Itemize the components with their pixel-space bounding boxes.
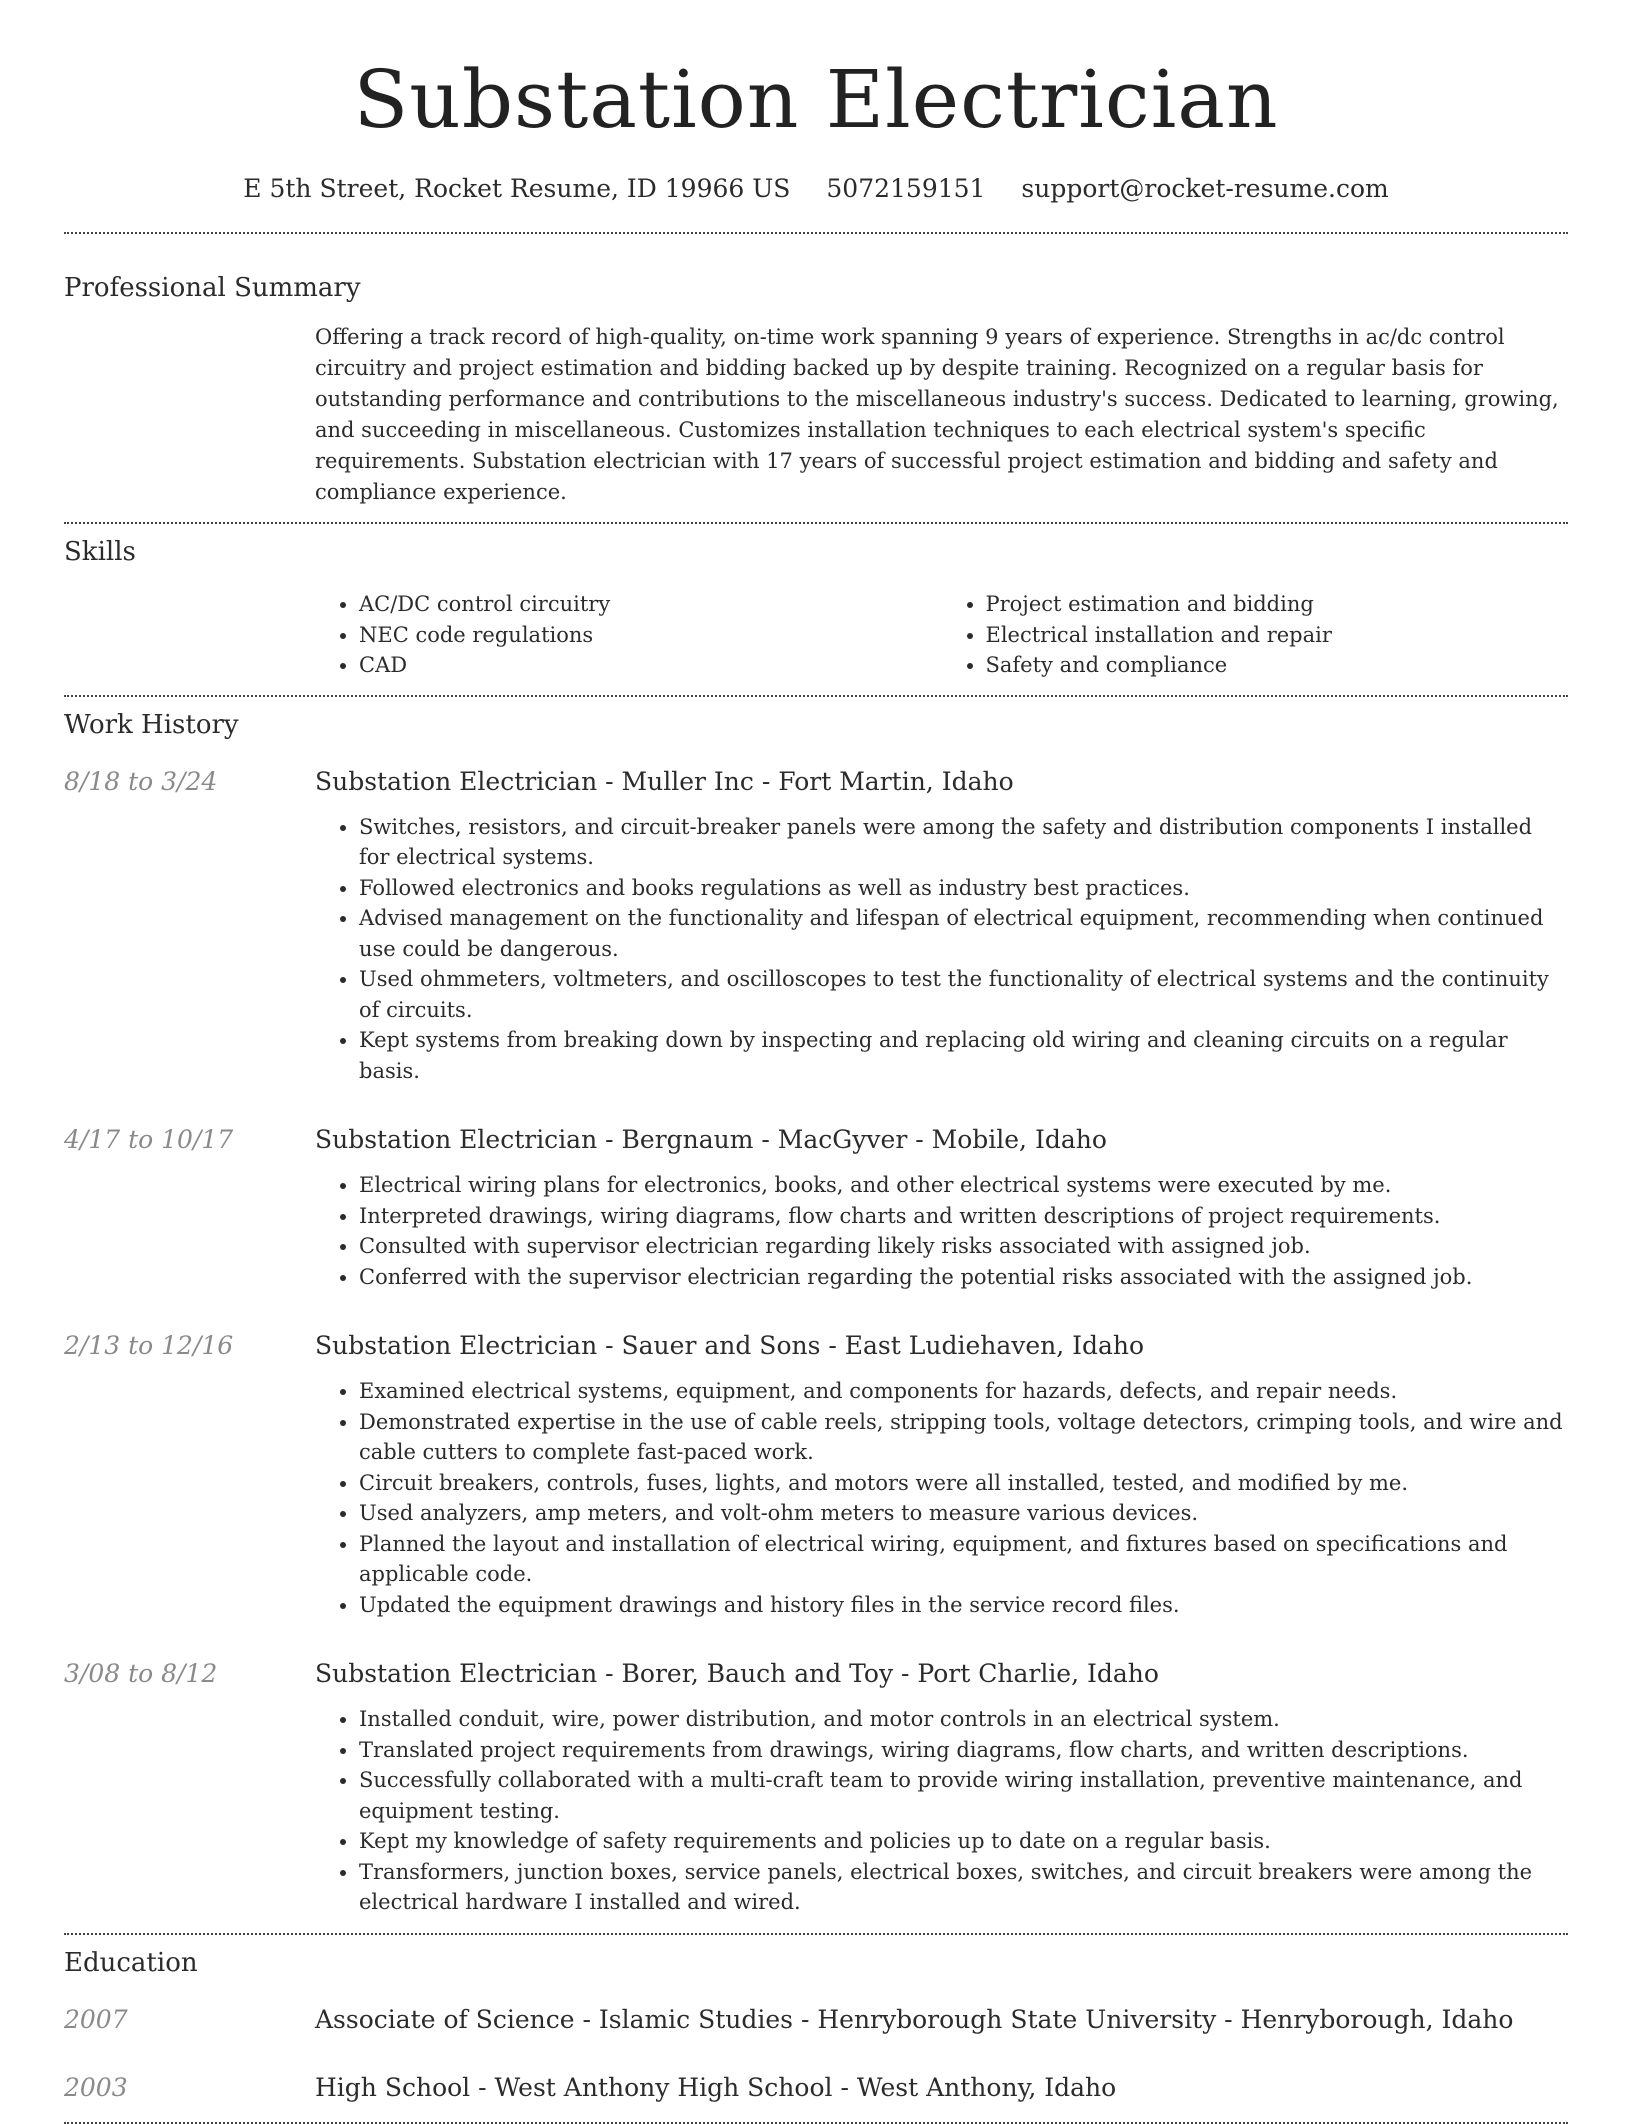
job-dates: 3/08 to 8/12 [64,1659,218,1688]
job-bullet: • Updated the equipment drawings and history files in the service record files. [359,1590,1568,1621]
job-bullet: • Conferred with the supervisor electrician regarding the potential risks associated with the assigned job. [359,1262,1568,1293]
skills-list-left [315,589,942,681]
skill-item: • NEC code regulations [359,620,942,651]
job-entry [64,1122,1568,1292]
education-year: 2003 [64,2072,128,2102]
job-bullet: • Transformers, junction boxes, service panels, electrical boxes, switches, and circuit breakers were among the electrical hardware I installed and wired. [359,1857,1568,1918]
job-dates: 2/13 to 12/16 [64,1331,234,1360]
job-bullets [315,1170,1568,1292]
education-entry [64,2002,1568,2038]
resume-header [64,0,1568,206]
job-bullet: • Circuit breakers, controls, fuses, lights, and motors were all installed, tested, and modified by me. [359,1468,1568,1499]
job-bullets [315,1376,1568,1620]
job-bullet: • Used ohmmeters, voltmeters, and oscilloscopes to test the functionality of electrical systems and the continuity of circuits. [359,964,1568,1025]
contact-email: support@rocket-resume.com [1021,174,1389,203]
job-bullets [315,1704,1568,1918]
job-bullet: • Installed conduit, wire, power distribution, and motor controls in an electrical system. [359,1704,1568,1735]
skills-grid [315,589,1568,681]
job-bullets [315,812,1568,1087]
job-bullet: • Demonstrated expertise in the use of cable reels, stripping tools, voltage detectors, crimping tools, and wire and cable cutters to complete fast-paced work. [359,1407,1568,1468]
job-bullet: • Followed electronics and books regulations as well as industry best practices. [359,873,1568,904]
job-entry [64,764,1568,1087]
contact-address: E 5th Street, Rocket Resume, ID 19966 US [243,174,791,203]
skill-item: • Safety and compliance [986,650,1569,681]
job-bullet: • Successfully collaborated with a multi-craft team to provide wiring installation, preventive maintenance, and equipment testing. [359,1765,1568,1826]
job-bullet: • Kept my knowledge of safety requirements and policies up to date on a regular basis. [359,1826,1568,1857]
education-entry [64,2070,1568,2106]
job-bullet: • Planned the layout and installation of electrical wiring, equipment, and fixtures based on specifications and applicable code. [359,1529,1568,1590]
job-bullet: • Interpreted drawings, wiring diagrams, flow charts and written descriptions of project requirements. [359,1201,1568,1232]
job-bullet: • Translated project requirements from drawings, wiring diagrams, flow charts, and written descriptions. [359,1735,1568,1766]
skills-section [64,524,1568,681]
education-heading: Education [64,1947,198,1978]
job-bullet: • Examined electrical systems, equipment, and components for hazards, defects, and repair needs. [359,1376,1568,1407]
job-bullet: • Electrical wiring plans for electronics, books, and other electrical systems were executed by me. [359,1170,1568,1201]
skill-item: • AC/DC control circuitry [359,589,942,620]
job-bullet: • Kept systems from breaking down by inspecting and replacing old wiring and cleaning circuits on a regular basis. [359,1025,1568,1086]
job-dates: 8/18 to 3/24 [64,766,218,796]
job-entry [64,1328,1568,1620]
candidate-name: Substation Electrician [353,53,1279,146]
section-divider [64,2122,1568,2124]
skill-item: • Project estimation and bidding [986,589,1569,620]
contact-line [64,172,1568,206]
work-history-heading: Work History [64,709,239,740]
summary-text: Offering a track record of high-quality, on-time work spanning 9 years of experience. Strengths in ac/dc control circuitry and project estimation and bidding backed up by despite training. Recognized on a regular basis for outstanding performance and contributions to the miscellaneous industry's success. Dedicated to learning, growing, and succeeding in miscellaneous. Customizes installation techniques to each electrical system's specific requirements. Substation electrician with 17 years of successful project estimation and bidding and safety and compliance experience. [315,325,1559,504]
job-title: Substation Electrician - Borer, Bauch and Toy - Port Charlie, Idaho [315,1659,1159,1688]
job-title: Substation Electrician - Bergnaum - MacGyver - Mobile, Idaho [315,1125,1107,1154]
work-history-section [64,697,1568,1918]
job-title: Substation Electrician - Muller Inc - Fort Martin, Idaho [315,766,1014,796]
job-bullet: • Consulted with supervisor electrician regarding likely risks associated with assigned job. [359,1231,1568,1262]
skill-item: • Electrical installation and repair [986,620,1569,651]
contact-phone: 5072159151 [826,174,986,203]
education-year: 2007 [64,2004,128,2034]
education-text: Associate of Science - Islamic Studies - Henryborough State University - Henryborough, Idaho [315,2004,1514,2034]
skills-list-right [942,589,1569,681]
summary-heading: Professional Summary [64,273,361,303]
education-text: High School - West Anthony High School - West Anthony, Idaho [315,2072,1117,2102]
job-bullet: • Used analyzers, amp meters, and volt-ohm meters to measure various devices. [359,1498,1568,1529]
summary-section [64,234,1568,508]
job-bullet: • Advised management on the functionality and lifespan of electrical equipment, recommending when continued use could be dangerous. [359,903,1568,964]
job-bullet: • Switches, resistors, and circuit-breaker panels were among the safety and distribution components I installed for electrical systems. [359,812,1568,873]
resume-page [64,0,1568,2124]
skills-heading: Skills [64,537,136,567]
skill-item: • CAD [359,650,942,681]
job-entry [64,1656,1568,1918]
education-section [64,1935,1568,2106]
job-dates: 4/17 to 10/17 [64,1125,234,1154]
job-title: Substation Electrician - Sauer and Sons - East Ludiehaven, Idaho [315,1331,1145,1360]
